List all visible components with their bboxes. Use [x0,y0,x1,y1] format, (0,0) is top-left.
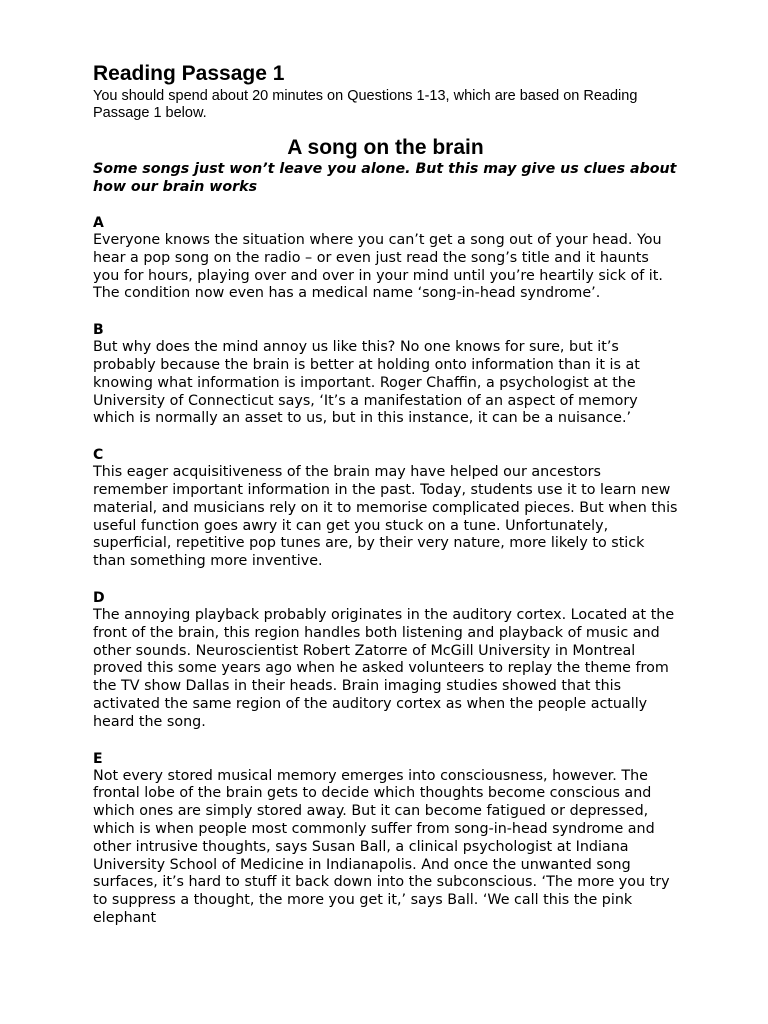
section-c [93,446,678,571]
section-a [93,214,678,303]
section-letter: E [93,750,103,767]
section-paragraph: This eager acquisitiveness of the brain may have helped our ancestors remember important information in the past. Today, students use it to learn new material, and musicians rely on it to memorise complicated pieces. But when this useful function goes awry it can get you stuck on a tune. Unfortunately, superficial, repetitive pop tunes are, by their very nature, more likely to stick than something more inventive. [93,464,678,570]
section-paragraph: Everyone knows the situation where you can’t get a song out of your head. You hear a pop song on the radio – or even just read the song’s title and it haunts you for hours, playing over and over in your mind until you’re heartily sick of it. The condition now even has a medical name ‘song-in-head syndrome’. [93,232,663,302]
section-d [93,589,678,732]
section-paragraph: The annoying playback probably originates in the auditory cortex. Located at the front of the brain, this region handles both listening and playback of music and other sounds. Neuroscientist Robert Zatorre of McGill University in Montreal proved this some years ago when he asked volunteers to replay the theme from the TV show Dallas in their heads. Brain imaging studies showed that this activated the same region of the auditory cortex as when the people actually heard the song. [93,606,675,730]
document-page [93,62,678,928]
passage-title: A song on the brain [287,136,484,159]
section-paragraph: Not every stored musical memory emerges into consciousness, however. The frontal lobe of the brain gets to decide which thoughts become conscious and which ones are simply stored away. But it can become fatigued or depressed, which is when people most commonly suffer from song-in-head syndrome and other intrusive thoughts, says Susan Ball, a clinical psychologist at Indiana University School of Medicine in Indianapolis. And once the unwanted song surfaces, it’s hard to stuff it back down into the subconscious. ‘The more you try to suppress a thought, the more you get it,’ says Ball. ‘We call this the pink elephant [93,767,670,926]
section-b [93,321,678,428]
section-letter: D [93,589,105,606]
passage-subtitle: Some songs just won’t leave you alone. But this may give us clues about how our brain works [93,161,677,195]
section-paragraph: But why does the mind annoy us like this? No one knows for sure, but it’s probably because the brain is better at holding onto information than it is at knowing what information is important. Roger Chaffin, a psychologist at the University of Connecticut says, ‘It’s a manifestation of an aspect of memory which is normally an asset to us, but in this instance, it can be a nuisance.’ [93,339,640,427]
section-letter: A [93,215,104,231]
instructions-text: You should spend about 20 minutes on Questions 1-13, which are based on Reading Passage 1 below. [93,88,638,121]
section-letter: C [93,447,104,464]
reading-passage-heading: Reading Passage 1 [93,62,285,85]
section-e [93,750,678,928]
section-letter: B [93,322,104,339]
